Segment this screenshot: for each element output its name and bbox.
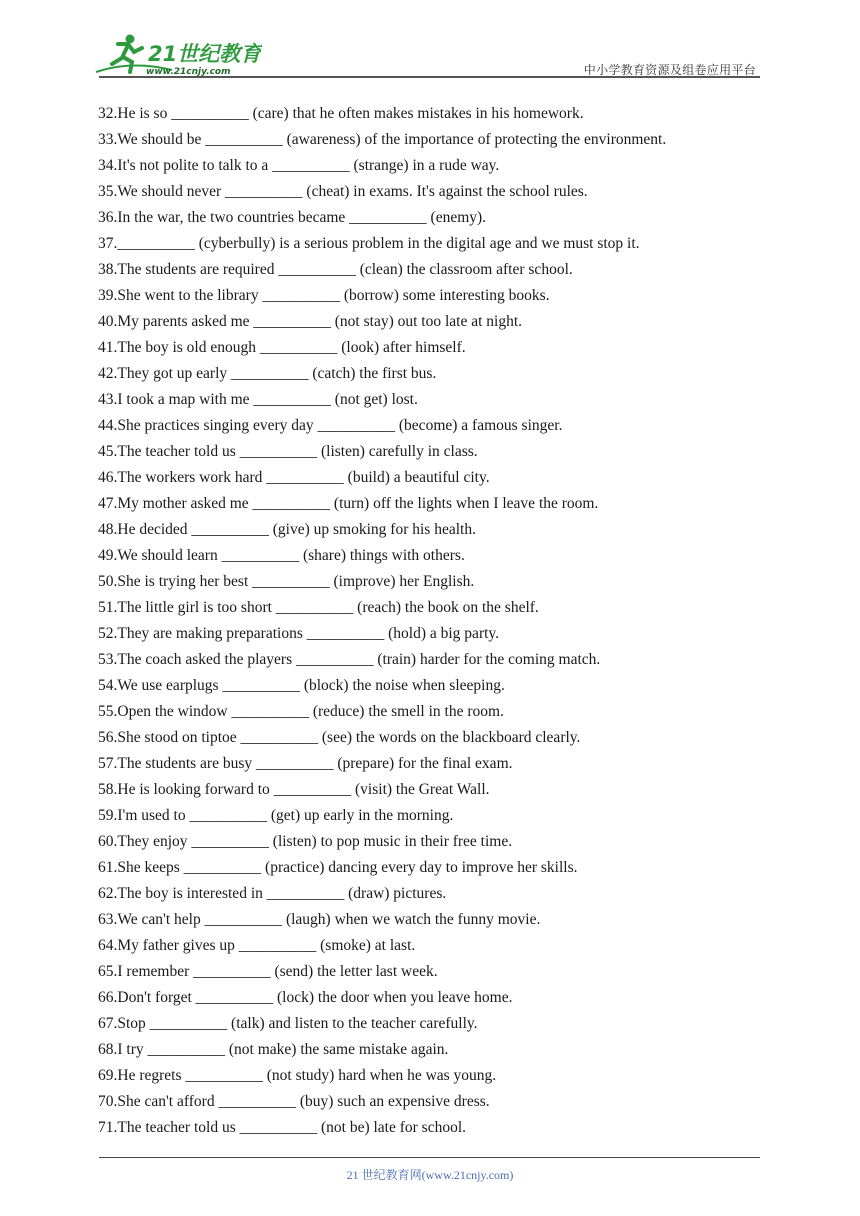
header-platform-text: 中小学教育资源及组卷应用平台 [583,63,756,77]
question-71: 71.The teacher told us __________ (not be) late for school. [98,1119,467,1136]
footer-site-link[interactable]: 21 世纪教育网(www.21cnjy.com) [346,1168,514,1182]
question-36: 36.In the war, the two countries became __________ (enemy). [98,209,487,226]
question-66: 66.Don't forget __________ (lock) the door when you leave home. [98,989,513,1006]
question-33: 33.We should be __________ (awareness) of the importance of protecting the environment. [98,131,667,148]
question-40: 40.My parents asked me __________ (not stay) out too late at night. [98,313,523,330]
header-divider [99,76,760,78]
question-63: 63.We can't help __________ (laugh) when we watch the funny movie. [98,911,541,928]
question-56: 56.She stood on tiptoe __________ (see) the words on the blackboard clearly. [98,729,581,746]
question-50: 50.She is trying her best __________ (improve) her English. [98,573,475,590]
question-41: 41.The boy is old enough __________ (look) after himself. [98,339,466,356]
question-39: 39.She went to the library __________ (borrow) some interesting books. [98,287,550,304]
question-46: 46.The workers work hard __________ (build) a beautiful city. [98,469,490,486]
logo-url: www.21cnjy.com [146,67,231,77]
question-54: 54.We use earplugs __________ (block) the noise when sleeping. [98,677,505,694]
question-51: 51.The little girl is too short __________ (reach) the book on the shelf. [98,599,539,616]
question-61: 61.She keeps __________ (practice) dancing every day to improve her skills. [98,859,578,876]
question-59: 59.I'm used to __________ (get) up early in the morning. [98,807,454,824]
question-68: 68.I try __________ (not make) the same mistake again. [98,1041,449,1058]
question-35: 35.We should never __________ (cheat) in exams. It's against the school rules. [98,183,588,200]
question-70: 70.She can't afford __________ (buy) such an expensive dress. [98,1093,490,1110]
site-logo[interactable] [92,30,262,78]
question-49: 49.We should learn __________ (share) things with others. [98,547,465,564]
question-62: 62.The boy is interested in __________ (draw) pictures. [98,885,447,902]
question-69: 69.He regrets __________ (not study) hard when he was young. [98,1067,497,1084]
question-65: 65.I remember __________ (send) the letter last week. [98,963,438,980]
footer-divider [99,1157,760,1158]
question-58: 58.He is looking forward to __________ (visit) the Great Wall. [98,781,490,798]
question-57: 57.The students are busy __________ (prepare) for the final exam. [98,755,513,772]
page-header [0,0,860,80]
question-52: 52.They are making preparations __________ (hold) a big party. [98,625,500,642]
question-47: 47.My mother asked me __________ (turn) off the lights when I leave the room. [98,495,599,512]
question-53: 53.The coach asked the players __________ (train) harder for the coming match. [98,651,601,668]
logo-text: 21世纪教育 [148,42,262,66]
question-43: 43.I took a map with me __________ (not get) lost. [98,391,418,408]
question-44: 44.She practices singing every day __________ (become) a famous singer. [98,417,563,434]
question-37: 37.__________ (cyberbully) is a serious problem in the digital age and we must stop it. [98,235,640,252]
question-55: 55.Open the window __________ (reduce) the smell in the room. [98,703,504,720]
question-60: 60.They enjoy __________ (listen) to pop music in their free time. [98,833,513,850]
runner-logo-icon [92,30,262,78]
question-38: 38.The students are required __________ (clean) the classroom after school. [98,261,573,278]
question-48: 48.He decided __________ (give) up smoking for his health. [98,521,476,538]
question-67: 67.Stop __________ (talk) and listen to the teacher carefully. [98,1015,478,1032]
question-32: 32.He is so __________ (care) that he often makes mistakes in his homework. [98,105,584,122]
question-list [98,101,768,1141]
question-42: 42.They got up early __________ (catch) the first bus. [98,365,437,382]
question-64: 64.My father gives up __________ (smoke) at last. [98,937,416,954]
question-34: 34.It's not polite to talk to a __________ (strange) in a rude way. [98,157,500,174]
question-45: 45.The teacher told us __________ (listen) carefully in class. [98,443,478,460]
